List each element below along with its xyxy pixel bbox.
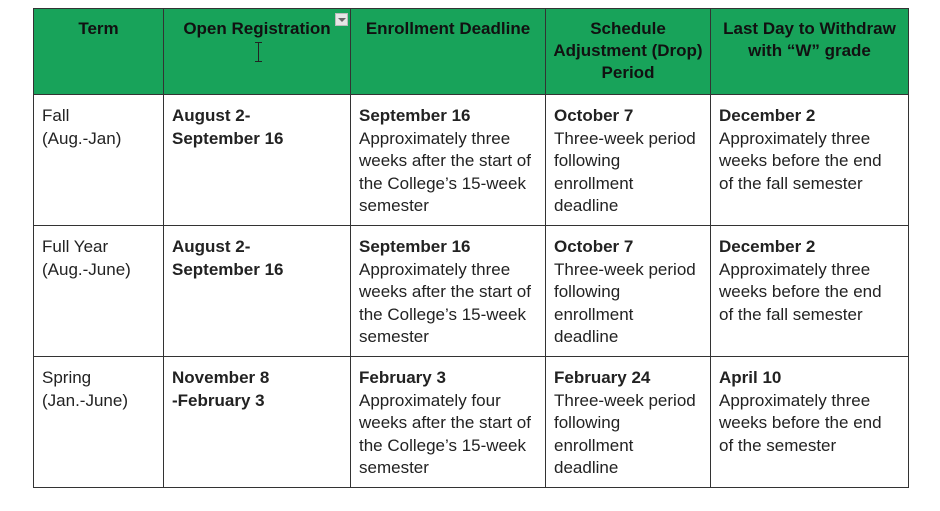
term-cell bbox=[34, 95, 164, 226]
drop-period-cell bbox=[546, 226, 711, 357]
enrollment-deadline-date: September 16 bbox=[359, 106, 471, 125]
term-cell bbox=[34, 357, 164, 488]
enrollment-deadline-cell bbox=[351, 357, 546, 488]
withdraw-cell bbox=[711, 95, 909, 226]
term-text: Full Year (Aug.-June) bbox=[42, 237, 131, 279]
withdraw-cell bbox=[711, 226, 909, 357]
drop-period-date: October 7 bbox=[554, 106, 634, 125]
withdraw-cell bbox=[711, 357, 909, 488]
enrollment-deadline-cell bbox=[351, 226, 546, 357]
drop-period-note: Three-week period following enrollment deadline bbox=[554, 259, 696, 346]
drop-period-note: Three-week period following enrollment deadline bbox=[554, 128, 696, 215]
header-withdraw bbox=[711, 9, 909, 95]
withdraw-date: December 2 bbox=[719, 106, 816, 125]
enrollment-deadline-date: September 16 bbox=[359, 237, 471, 256]
term-text: Spring (Jan.-June) bbox=[42, 368, 128, 410]
header-enrollment-deadline-label: Enrollment Deadline bbox=[365, 19, 531, 38]
table-row-full-year bbox=[34, 226, 909, 357]
open-registration-text: August 2- September 16 bbox=[172, 106, 284, 148]
withdraw-note: Approximately three weeks before the end of the fall semester bbox=[719, 128, 882, 193]
open-registration-text: November 8 -February 3 bbox=[172, 368, 270, 410]
drop-period-note: Three-week period following enrollment deadline bbox=[554, 390, 696, 477]
open-registration-cell bbox=[164, 95, 351, 226]
withdraw-note: Approximately three weeks before the end of the fall semester bbox=[719, 259, 882, 324]
open-registration-text: August 2- September 16 bbox=[172, 237, 284, 279]
filter-dropdown-icon[interactable] bbox=[335, 13, 348, 26]
table-row-spring bbox=[34, 357, 909, 488]
withdraw-date: December 2 bbox=[719, 237, 816, 256]
enrollment-deadline-note: Approximately three weeks after the start of the College’s 15-week semester bbox=[359, 128, 531, 215]
header-term bbox=[34, 9, 164, 95]
term-text: Fall (Aug.-Jan) bbox=[42, 106, 122, 148]
header-row bbox=[34, 9, 909, 95]
term-cell bbox=[34, 226, 164, 357]
withdraw-date: April 10 bbox=[719, 368, 782, 387]
drop-period-cell bbox=[546, 357, 711, 488]
enrollment-deadline-date: February 3 bbox=[359, 368, 446, 387]
withdraw-note: Approximately three weeks before the end of the semester bbox=[719, 390, 882, 455]
enrollment-deadline-note: Approximately four weeks after the start of the College’s 15-week semester bbox=[359, 390, 531, 477]
header-open-registration-label: Open Registration bbox=[183, 19, 331, 38]
enrollment-deadline-note: Approximately three weeks after the start of the College’s 15-week semester bbox=[359, 259, 531, 346]
header-open-registration[interactable] bbox=[164, 9, 351, 95]
open-registration-cell bbox=[164, 357, 351, 488]
header-drop-period-label: Schedule Adjustment (Drop) Period bbox=[553, 19, 703, 82]
drop-period-date: October 7 bbox=[554, 237, 634, 256]
table-row-fall bbox=[34, 95, 909, 226]
header-enrollment-deadline bbox=[351, 9, 546, 95]
header-drop-period bbox=[546, 9, 711, 95]
text-cursor-icon bbox=[258, 42, 259, 62]
drop-period-date: February 24 bbox=[554, 368, 651, 387]
open-registration-cell bbox=[164, 226, 351, 357]
registration-dates-table bbox=[33, 8, 909, 488]
header-withdraw-label: Last Day to Withdraw with “W” grade bbox=[723, 19, 896, 60]
enrollment-deadline-cell bbox=[351, 95, 546, 226]
drop-period-cell bbox=[546, 95, 711, 226]
header-term-label: Term bbox=[78, 19, 119, 38]
